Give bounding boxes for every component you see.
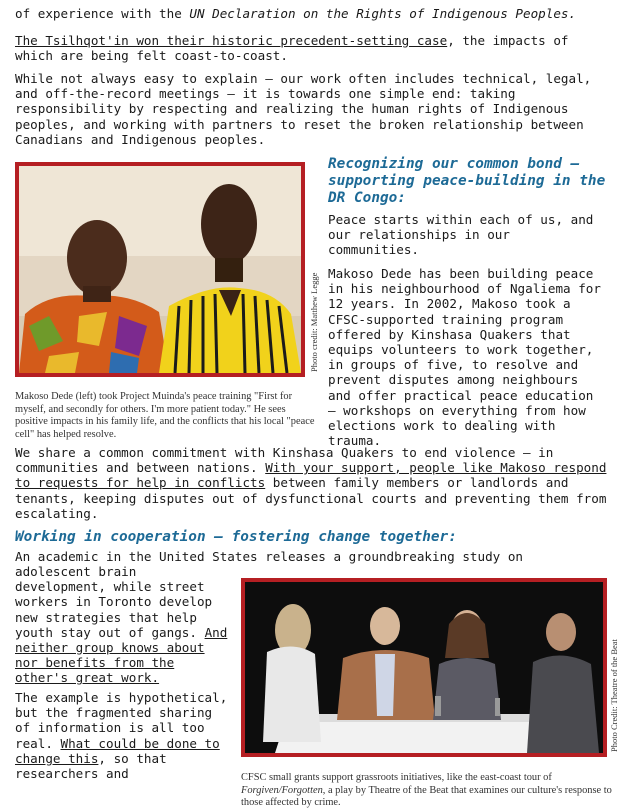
congo-intro-paragraph: Peace starts within each of us, and our relationships in our communities. <box>328 212 594 258</box>
support-link[interactable]: With your support, people like Makoso respond to requests for help in conflicts <box>15 460 607 491</box>
theatre-photo <box>241 578 607 757</box>
academic-paragraph <box>15 564 231 686</box>
tsilhqotin-paragraph <box>15 33 607 63</box>
cooperation-heading: Working in cooperation – fostering change together: <box>15 529 457 545</box>
theatre-caption-prefix: CFSC small grants support grassroots initiatives, like the east-coast tour of <box>241 772 552 784</box>
two-men-portrait-image <box>19 166 301 373</box>
academic-line: An academic in the United States releases a groundbreaking study on <box>15 549 523 564</box>
makoso-paragraph: Makoso Dede has been building peace in his neighbourhood of Ngaliema for 12 years. In 2002, Makoso took a CFSC-supported training program offered by Kinshasa Quakers that equips volunteers to work together, in groups of five, to resolve and prevent disputes among neighbours and offer practical peace education – workshops on everything from how elections work to dealing with trauma. <box>328 266 601 449</box>
congo-heading: Recognizing our common bond – supporting peace-building in the DR Congo: <box>328 156 606 206</box>
tsilhqotin-link[interactable]: The Tsilhqot'in won their historic precedent-setting case <box>15 33 448 48</box>
tsilhqotin-rest: , the impacts of which are being felt coast-to-coast. <box>15 33 569 64</box>
undrip-title: UN Declaration on the Rights of Indigenous Peoples. <box>189 6 577 21</box>
work-paragraph: While not always easy to explain – our work often includes technical, legal, and off-the-record meetings – it is towards one simple end: taking responsibility by respecting and realizing the human rights of Indigenous peoples, and working with partners to reset the broken relationship between Canadians and Indigenous peoples. <box>15 71 592 147</box>
theatre-caption-rest: , a play by Theatre of the Beat that examines our culture's response to those affected by crime. <box>241 784 612 809</box>
hypothetical-paragraph <box>15 690 231 781</box>
theatre-photo-caption <box>241 772 613 809</box>
theatre-photo-credit: Photo Credit: Theatre of the Beat <box>609 639 619 752</box>
change-this-link[interactable]: What could be done to change this <box>15 735 220 766</box>
theatre-play-image <box>245 582 603 753</box>
intro-line-prefix: of experience with the <box>15 6 190 21</box>
hypothetical-text: The example is hypothetical, but the fragmented sharing of information is all too real. <box>15 690 228 751</box>
share-paragraph <box>15 445 609 521</box>
share-rest: between family members or landlords and tenants, keeping disputes out of dysfunctional courts and preventing them from escalating. <box>15 475 607 521</box>
congo-photo-credit: Photo credit: Matthew Legge <box>309 272 319 372</box>
intro-line <box>15 6 615 21</box>
hypothetical-rest: , so that researchers and <box>15 750 167 782</box>
play-title: Forgiven/Forgotten <box>241 784 323 796</box>
neither-group-link[interactable]: And neither group knows about nor benefits from the other's great work. <box>15 624 228 686</box>
congo-photo-caption: Makoso Dede (left) took Project Muinda's peace training "First for myself, and secondly for others. I'm more patient today." He sees positive impacts in his family life, and the conflicts that his local "peace cell" has helped resolve. <box>15 391 315 440</box>
academic-text: adolescent brain development, while street workers in Toronto develop new strategies that help youth stay out of gangs. <box>15 564 213 640</box>
congo-photo <box>15 162 305 377</box>
share-prefix: We share a common commitment with Kinshasa Quakers to end violence – in communities and between nations. <box>15 445 554 476</box>
